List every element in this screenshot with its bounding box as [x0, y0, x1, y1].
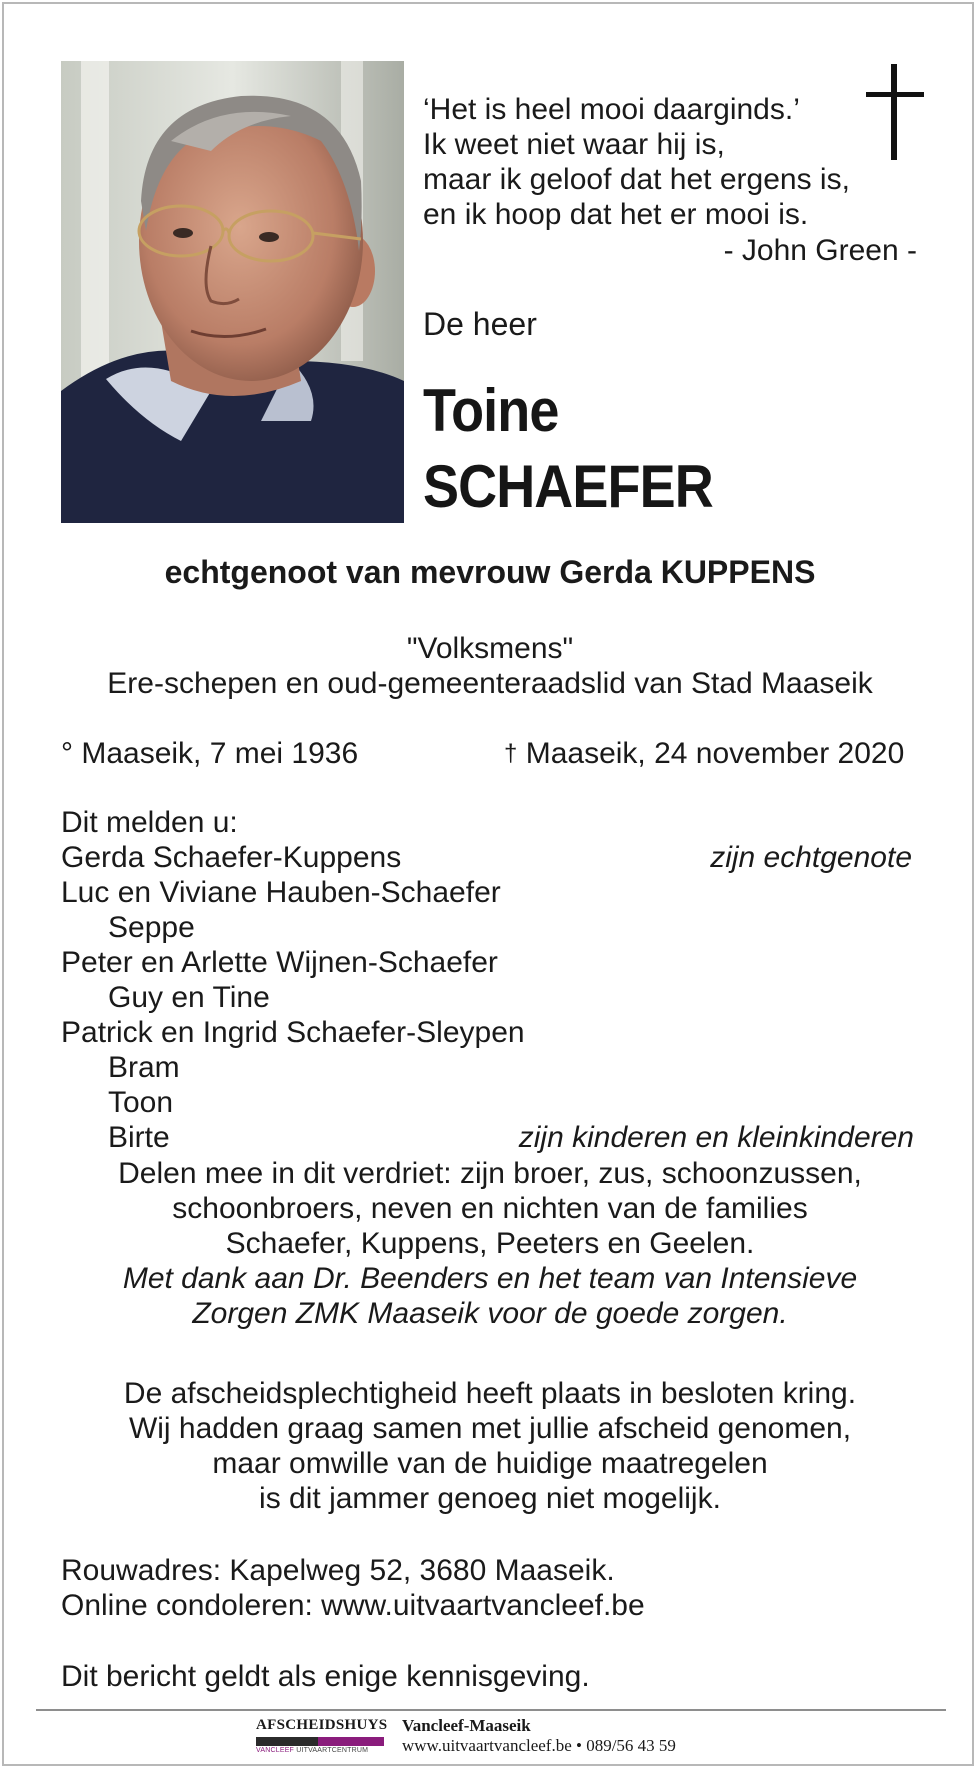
ceremony-line: De afscheidsplechtigheid heeft plaats in besloten kring.	[123, 1377, 857, 1410]
ceremony-line: Wij hadden graag samen met jullie afscheid genomen,	[128, 1412, 852, 1445]
quote-line: ‘Het is heel mooi daarginds.’	[423, 93, 800, 126]
death-symbol: †	[504, 740, 518, 767]
notice-line: Dit bericht geldt als enige kennisgeving.	[61, 1660, 590, 1693]
list-item: Guy en Tine	[108, 981, 270, 1014]
first-name: Toine	[423, 377, 559, 444]
logo-brand: AFSCHEIDSHUYS	[256, 1717, 388, 1733]
share-line: Schaefer, Kuppens, Peeters en Geelen.	[225, 1227, 755, 1260]
family-spouse: Gerda Schaefer-Kuppens	[61, 841, 402, 874]
footer-contact: www.uitvaartvancleef.be • 089/56 43 59	[402, 1736, 676, 1755]
list-item: Bram	[108, 1051, 180, 1084]
quote-line: Ik weet niet waar hij is,	[423, 128, 725, 161]
share-line: schoonbroers, neven en nichten van de families	[172, 1192, 808, 1225]
list-item: Toon	[108, 1086, 174, 1119]
honorific: De heer	[423, 306, 537, 342]
thanks-line: Zorgen ZMK Maaseik voor de goede zorgen.	[192, 1297, 788, 1330]
logo-sub-b: UITVAARTCENTRUM	[296, 1747, 369, 1754]
share-line: Delen mee in dit verdriet: zijn broer, zus, schoonzussen,	[118, 1157, 862, 1190]
list-item: Peter en Arlette Wijnen-Schaefer	[61, 946, 498, 979]
portrait-photo	[61, 61, 404, 523]
quote-line: en ik hoop dat het er mooi is.	[423, 198, 809, 231]
online-condolence: Online condoleren: www.uitvaartvancleef.be	[61, 1589, 645, 1622]
quote-author: - John Green -	[723, 234, 917, 267]
logo-subtitle	[256, 1747, 384, 1754]
logo-sub-a: VANCLEEF	[256, 1747, 295, 1754]
function: Ere-schepen en oud-gemeenteraadslid van Stad Maaseik	[107, 667, 873, 700]
ceremony-line: maar omwille van de huidige maatregelen	[212, 1447, 768, 1480]
list-item: Seppe	[108, 911, 195, 944]
list-item: Patrick en Ingrid Schaefer-Sleypen	[61, 1016, 525, 1049]
list-item: Birte	[108, 1121, 170, 1154]
last-name: SCHAEFER	[423, 453, 713, 520]
thanks-line: Met dank aan Dr. Beenders en het team van Intensieve	[122, 1262, 858, 1295]
nickname: "Volksmens"	[406, 632, 574, 665]
quote-line: maar ik geloof dat het ergens is,	[423, 163, 850, 196]
children-role: zijn kinderen en kleinkinderen	[518, 1121, 914, 1154]
list-item: Luc en Viviane Hauben-Schaefer	[61, 876, 501, 909]
footer-divider	[36, 1709, 946, 1711]
family-intro: Dit melden u:	[61, 806, 238, 839]
obituary-card	[2, 2, 974, 1766]
mourning-address: Rouwadres: Kapelweg 52, 3680 Maaseik.	[61, 1554, 615, 1587]
footer-company: Vancleef-Maaseik	[402, 1716, 531, 1735]
death-text: Maaseik, 24 november 2020	[525, 737, 905, 770]
funeral-home-logo	[256, 1717, 388, 1755]
cross-icon	[866, 64, 924, 164]
ceremony-line: is dit jammer genoeg niet mogelijk.	[259, 1482, 721, 1515]
death-line	[504, 736, 904, 771]
birth-line: ° Maaseik, 7 mei 1936	[61, 737, 359, 770]
spouse-role: zijn echtgenote	[710, 841, 912, 874]
quote-block	[423, 92, 850, 232]
spouse-line: echtgenoot van mevrouw Gerda KUPPENS	[164, 554, 816, 590]
